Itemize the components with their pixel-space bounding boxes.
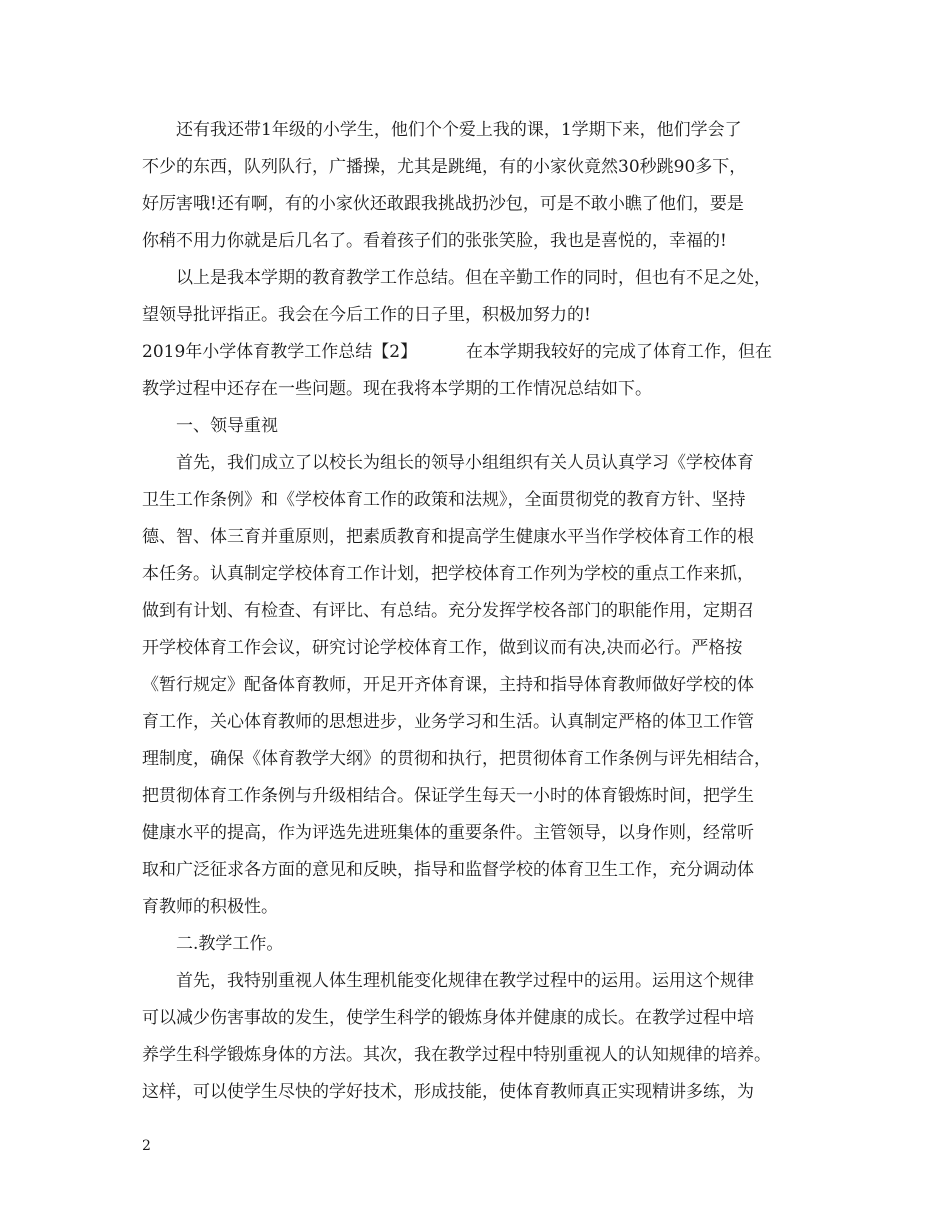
text-line xyxy=(0,336,950,368)
text-segment: 取和广泛征求各方面的意见和反映，指导和监督学校的体育卫生工作，充分调动体 xyxy=(142,860,754,880)
text-segment: 育教师的积极性。 xyxy=(142,897,278,917)
text-line xyxy=(0,558,950,590)
text-segment: 可以减少伤害事故的发生，使学生科学的锻炼身体并健康的成长。在教学过程中培 xyxy=(142,1008,754,1028)
text-segment: 好厉害哦!还有啊，有的小家伙还敢跟我挑战扔沙包，可是不敢小瞧了他们，要是 xyxy=(142,194,744,214)
text-line xyxy=(0,410,950,442)
text-segment: 在本学期我较好的完成了体育工作，但在 xyxy=(466,342,772,362)
text-line xyxy=(0,1076,950,1108)
text-line xyxy=(0,299,950,331)
text-segment: 不少的东西，队列队行，广播操，尤其是跳绳，有的小家伙竟然30秒跳90多下， xyxy=(142,157,747,177)
text-line xyxy=(0,188,950,220)
text-line xyxy=(0,225,950,257)
text-line xyxy=(0,817,950,849)
text-line xyxy=(0,854,950,886)
text-segment: 把贯彻体育工作条例与升级相结合。保证学生每天一小时的体育锻炼时间，把学生 xyxy=(142,786,754,806)
text-segment: 健康水平的提高，作为评选先进班集体的重要条件。主管领导，以身作则，经常听 xyxy=(142,823,754,843)
text-segment: 教学过程中还存在一些问题。现在我将本学期的工作情况总结如下。 xyxy=(142,379,652,399)
text-line xyxy=(0,669,950,701)
text-segment: 做到有计划、有检查、有评比、有总结。充分发挥学校各部门的职能作用，定期召 xyxy=(142,601,754,621)
text-line xyxy=(0,114,950,146)
text-segment: 这样，可以使学生尽快的学好技术，形成技能，使体育教师真正实现精讲多练，为 xyxy=(142,1082,754,1102)
text-line xyxy=(0,965,950,997)
text-line xyxy=(0,780,950,812)
text-segment: 养学生科学锻炼身体的方法。其次，我在教学过程中特别重视人的认知规律的培养。 xyxy=(142,1045,771,1065)
text-line xyxy=(0,447,950,479)
text-segment: 卫生工作条例》和《学校体育工作的政策和法规》，全面贯彻党的教育方针、坚持 xyxy=(142,490,746,510)
text-line xyxy=(0,706,950,738)
text-segment: 首先，我们成立了以校长为组长的领导小组组织有关人员认真学习《学校体育 xyxy=(176,453,754,473)
text-line xyxy=(0,1002,950,1034)
text-segment: 《暂行规定》配备体育教师，开足开齐体育课，主持和指导体育教师做好学校的体 xyxy=(142,675,754,695)
text-segment: 本任务。认真制定学校体育工作计划，把学校体育工作列为学校的重点工作来抓， xyxy=(142,564,754,584)
text-segment: 德、智、体三育并重原则，把素质教育和提高学生健康水平当作学校体育工作的根 xyxy=(142,527,754,547)
text-segment: 还有我还带1年级的小学生，他们个个爱上我的课，1学期下来，他们学会了 xyxy=(176,120,742,140)
text-line xyxy=(0,891,950,923)
text-segment: 理制度，确保《体育教学大纲》的贯彻和执行，把贯彻体育工作条例与评先相结合， xyxy=(142,749,771,769)
text-segment: 开学校体育工作会议，研究讨论学校体育工作，做到议而有决,决而必行。严格按 xyxy=(142,638,743,658)
section-title: 2019年小学体育教学工作总结【2】 xyxy=(142,342,418,362)
text-line xyxy=(0,151,950,183)
text-segment: 育工作，关心体育教师的思想进步，业务学习和生活。认真制定严格的体卫工作管 xyxy=(142,712,754,732)
text-line xyxy=(0,484,950,516)
text-line xyxy=(0,632,950,664)
text-line xyxy=(0,743,950,775)
text-line xyxy=(0,595,950,627)
section-heading: 一、领导重视 xyxy=(176,416,278,436)
text-segment: 首先，我特别重视人体生理机能变化规律在教学过程中的运用。运用这个规律 xyxy=(176,971,754,991)
text-line xyxy=(0,521,950,553)
text-line xyxy=(0,928,950,960)
text-segment: 你稍不用力你就是后几名了。看着孩子们的张张笑脸，我也是喜悦的，幸福的! xyxy=(142,231,727,251)
section-heading: 二.教学工作。 xyxy=(176,934,284,954)
text-line xyxy=(0,1039,950,1071)
text-segment: 望领导批评指正。我会在今后工作的日子里，积极加努力的! xyxy=(142,305,591,325)
text-line xyxy=(0,262,950,294)
text-segment: 以上是我本学期的教育教学工作总结。但在辛勤工作的同时，但也有不足之处， xyxy=(176,268,771,288)
page-number: 2 xyxy=(142,1138,151,1154)
text-line xyxy=(0,373,950,405)
